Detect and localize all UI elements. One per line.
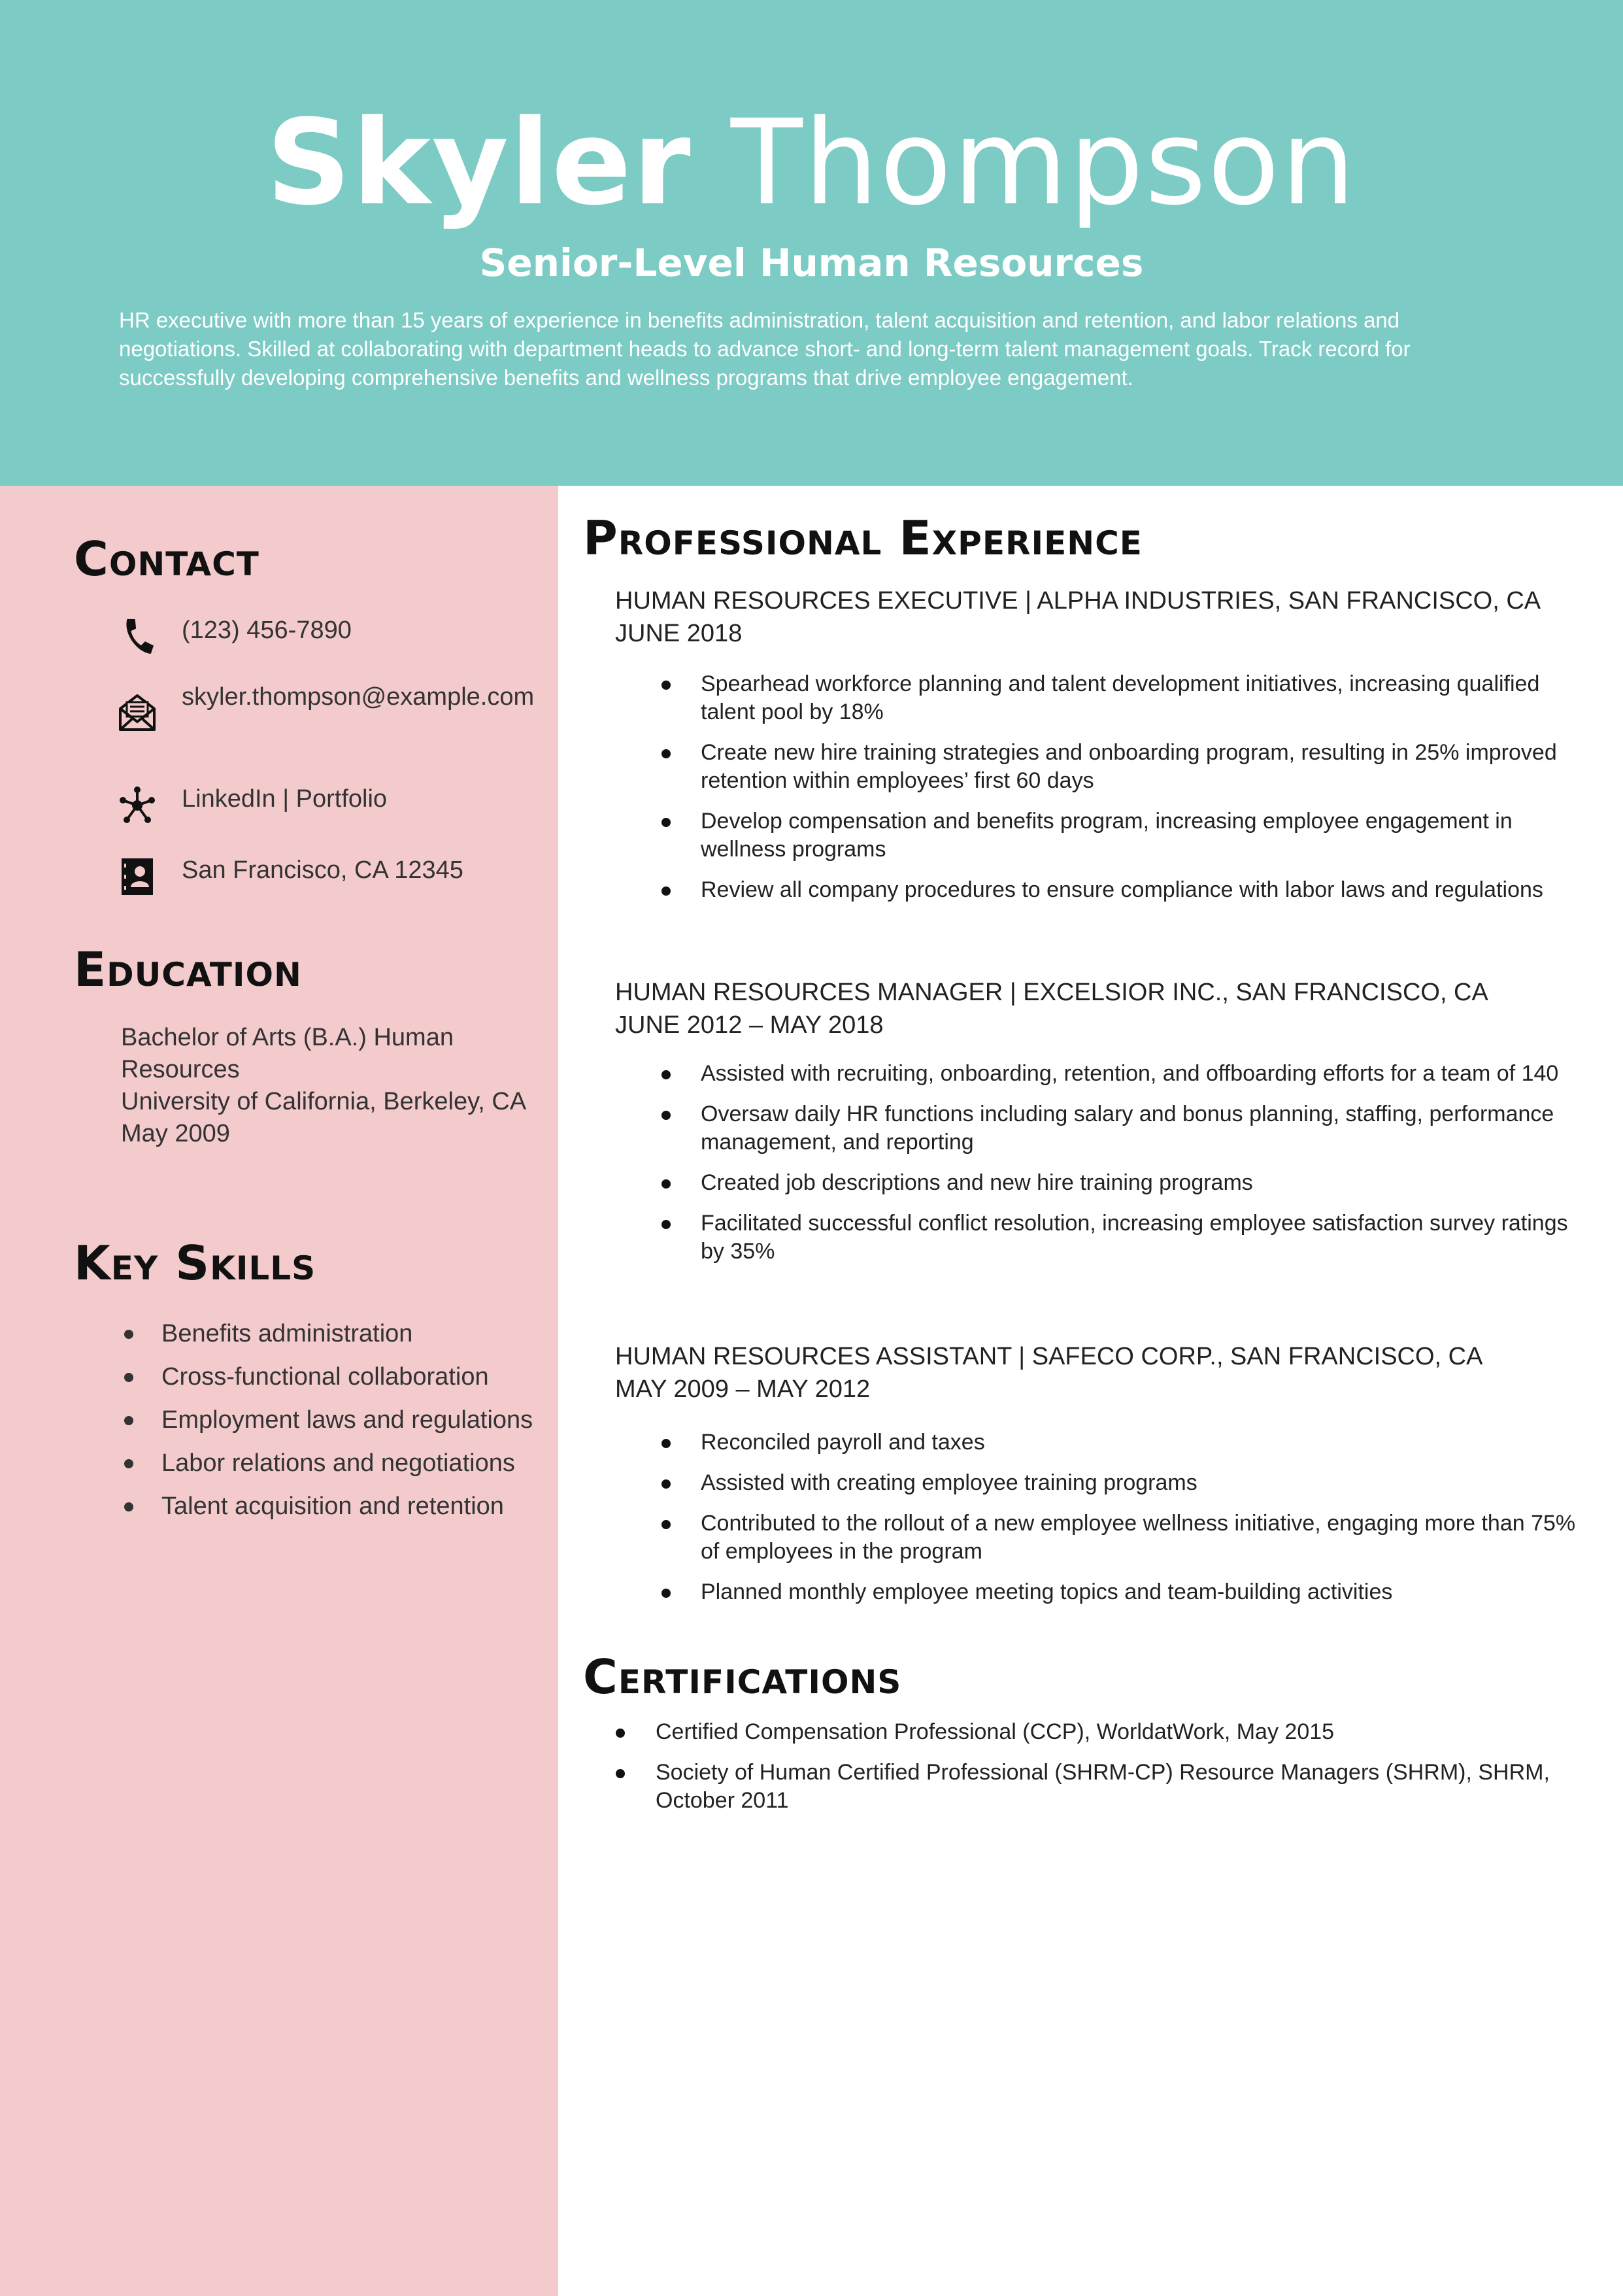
certifications-title: Certifications bbox=[583, 1649, 902, 1704]
list-item: Assisted with recruiting, onboarding, retention, and offboarding efforts for a team of 140 bbox=[661, 1060, 1590, 1088]
first-name: Skyler bbox=[266, 95, 692, 231]
list-item: Certified Compensation Professional (CCP), WorldatWork, May 2015 bbox=[616, 1718, 1570, 1746]
list-item: Benefits administration bbox=[124, 1317, 543, 1350]
list-item: Cross-functional collaboration bbox=[124, 1360, 543, 1393]
list-item: Develop compensation and benefits program, increasing employee engagement in wellness programs bbox=[661, 807, 1590, 864]
phone-icon bbox=[118, 617, 157, 656]
school: University of California, Berkeley, CA bbox=[121, 1088, 527, 1115]
experience-title: Professional Experience bbox=[583, 511, 1143, 566]
job-title: HUMAN RESOURCES EXECUTIVE | ALPHA INDUSTRIES, SAN FRANCISCO, CA bbox=[615, 587, 1541, 615]
list-item: Society of Human Certified Professional (SHRM-CP) Resource Managers (SHRM), SHRM, October 2011 bbox=[616, 1759, 1570, 1815]
address-text: San Francisco, CA 12345 bbox=[182, 856, 463, 884]
job-bullets bbox=[661, 670, 1590, 917]
job-dates: JUNE 2018 bbox=[615, 620, 743, 647]
list-item: Oversaw daily HR functions including salary and bonus planning, staffing, performance management, and reporting bbox=[661, 1100, 1590, 1156]
list-item: Facilitated successful conflict resolution, increasing employee satisfaction survey ratings by 35% bbox=[661, 1209, 1590, 1266]
summary: HR executive with more than 15 years of experience in benefits administration, talent acquisition and retention, and labor relations and negotiations. Skilled at collaborating with department heads to advance short- and long-term talent management goals. Track record for successfully developing comprehensive benefits and wellness programs that drive employee engagement. bbox=[119, 308, 1411, 390]
list-item: Employment laws and regulations bbox=[124, 1404, 543, 1436]
job-dates: JUNE 2012 – MAY 2018 bbox=[615, 1011, 884, 1039]
address-book-icon bbox=[118, 857, 157, 896]
header-banner bbox=[0, 0, 1623, 486]
degree: Bachelor of Arts (B.A.) Human Resources bbox=[121, 1024, 454, 1083]
phone-text: (123) 456-7890 bbox=[182, 616, 352, 644]
candidate-name bbox=[0, 92, 1623, 235]
job-header bbox=[615, 976, 1596, 1041]
network-icon bbox=[118, 786, 157, 825]
certifications-list bbox=[616, 1718, 1570, 1827]
job-bullets bbox=[661, 1428, 1590, 1619]
job-title: HUMAN RESOURCES MANAGER | EXCELSIOR INC., SAN FRANCISCO, CA bbox=[615, 979, 1488, 1006]
email-icon bbox=[118, 693, 157, 732]
last-name: Thompson bbox=[730, 95, 1357, 231]
list-item: Spearhead workforce planning and talent development initiatives, increasing qualified talent pool by 18% bbox=[661, 670, 1590, 726]
email-text[interactable]: skyler.thompson@example.com bbox=[182, 683, 535, 711]
list-item: Planned monthly employee meeting topics and team-building activities bbox=[661, 1578, 1590, 1606]
contact-title: Contact bbox=[74, 532, 259, 586]
education-title: Education bbox=[74, 942, 302, 997]
list-item: Talent acquisition and retention bbox=[124, 1490, 543, 1523]
job-dates: MAY 2009 – MAY 2012 bbox=[615, 1376, 871, 1403]
list-item: Contributed to the rollout of a new employee wellness initiative, engaging more than 75% of employees in the program bbox=[661, 1510, 1590, 1566]
skills-title: Key Skills bbox=[74, 1236, 316, 1291]
job-header bbox=[615, 584, 1596, 650]
list-item: Created job descriptions and new hire training programs bbox=[661, 1169, 1590, 1197]
list-item: Reconciled payroll and taxes bbox=[661, 1428, 1590, 1457]
headline: Senior-Level Human Resources bbox=[479, 241, 1144, 285]
graduation-date: May 2009 bbox=[121, 1120, 230, 1147]
job-title: HUMAN RESOURCES ASSISTANT | SAFECO CORP., SAN FRANCISCO, CA bbox=[615, 1343, 1483, 1370]
job-bullets bbox=[661, 1060, 1590, 1278]
list-item: Labor relations and negotiations bbox=[124, 1447, 543, 1479]
list-item: Review all company procedures to ensure compliance with labor laws and regulations bbox=[661, 876, 1590, 904]
skills-list bbox=[124, 1317, 543, 1533]
education-entry bbox=[121, 1022, 539, 1150]
links-text[interactable]: LinkedIn | Portfolio bbox=[182, 785, 388, 813]
list-item: Create new hire training strategies and onboarding program, resulting in 25% improved retention within employees’ first 60 days bbox=[661, 739, 1590, 795]
job-header bbox=[615, 1340, 1596, 1406]
list-item: Assisted with creating employee training programs bbox=[661, 1469, 1590, 1497]
